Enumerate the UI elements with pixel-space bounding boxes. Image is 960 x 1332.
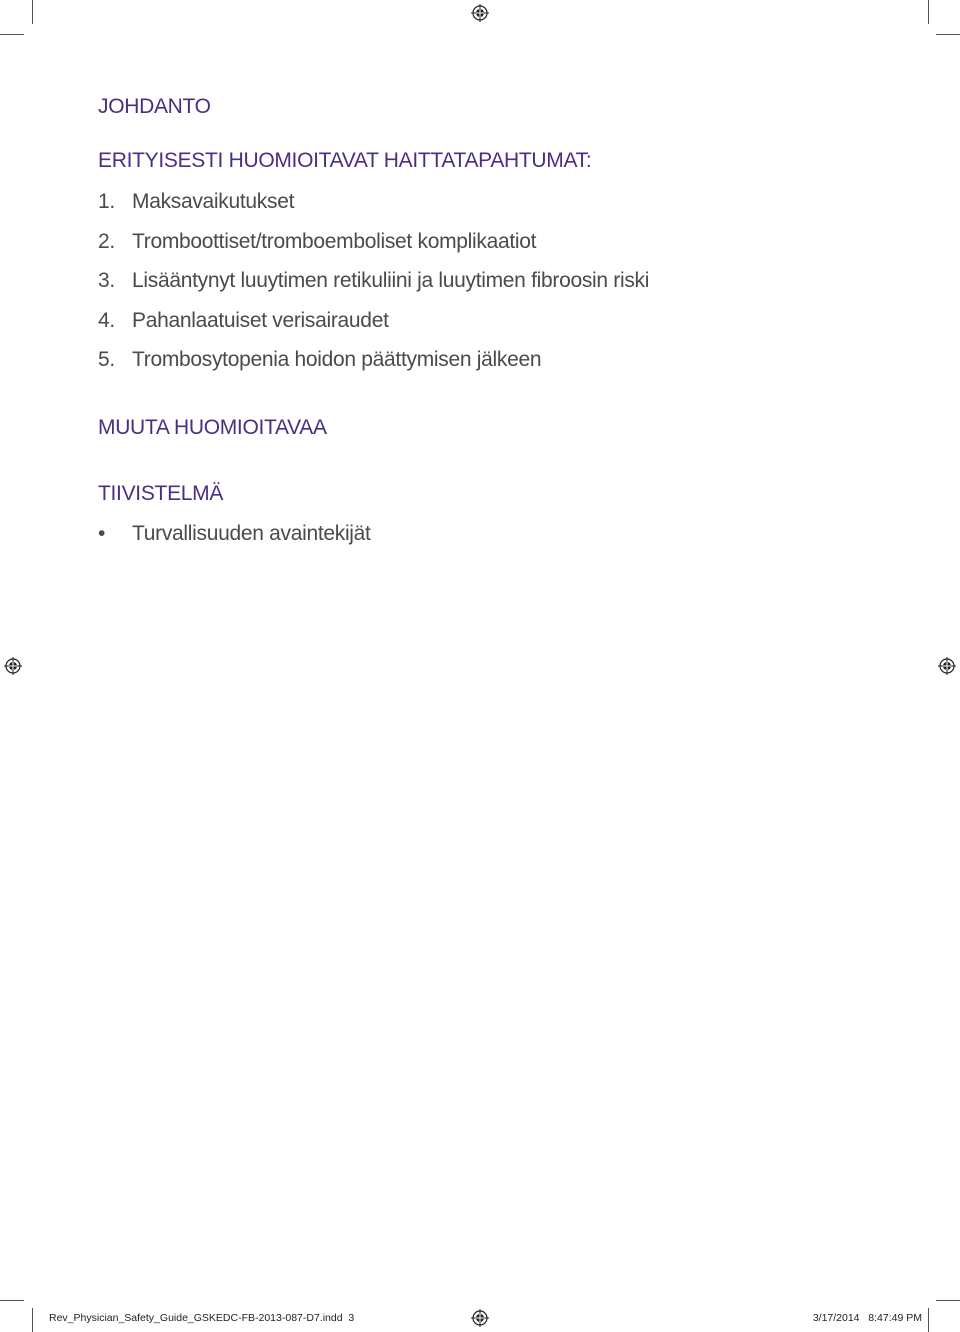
registration-mark-icon	[938, 657, 956, 675]
registration-mark-icon	[4, 657, 22, 675]
list-item-text: Pahanlaatuiset verisairaudet	[132, 309, 389, 332]
bullet-item-text: Turvallisuuden avaintekijät	[132, 522, 371, 545]
registration-mark-icon	[471, 4, 489, 22]
heading-johdanto: JOHDANTO	[98, 95, 211, 118]
list-item-number: 2.	[98, 230, 115, 253]
footer-filename	[49, 1312, 354, 1324]
bullet-icon: •	[98, 522, 106, 545]
footer-time: 8:47:49 PM	[868, 1312, 922, 1324]
crop-mark-top-left-vertical	[32, 0, 33, 24]
registration-mark-icon	[471, 1309, 489, 1327]
heading-erityisesti: ERITYISESTI HUOMIOITAVAT HAITTATAPAHTUMAT:	[98, 149, 592, 172]
list-item-number: 1.	[98, 190, 115, 213]
list-item-text: Trombosytopenia hoidon päättymisen jälkeen	[132, 348, 542, 371]
crop-mark-top-right-vertical	[928, 0, 929, 24]
crop-mark-bottom-right-horizontal	[936, 1300, 960, 1301]
footer-timestamp	[813, 1312, 922, 1324]
crop-mark-top-left-horizontal	[0, 34, 24, 35]
heading-tiivistelma: TIIVISTELMÄ	[98, 482, 224, 505]
footer-page-number: 3	[348, 1312, 355, 1324]
crop-mark-top-right-horizontal	[936, 34, 960, 35]
list-item-number: 3.	[98, 269, 115, 292]
crop-mark-bottom-right-vertical	[928, 1308, 929, 1332]
list-item-number: 5.	[98, 348, 115, 371]
list-item-text: Tromboottiset/tromboemboliset komplikaatiot	[132, 230, 537, 253]
footer-filename-text: Rev_Physician_Safety_Guide_GSKEDC-FB-2013-087-D7.indd	[49, 1312, 343, 1324]
crop-mark-bottom-left-vertical	[32, 1308, 33, 1332]
crop-mark-bottom-left-horizontal	[0, 1300, 24, 1301]
footer-date: 3/17/2014	[812, 1312, 860, 1324]
list-item-text: Maksavaikutukset	[132, 190, 295, 213]
heading-muuta-huomioitavaa: MUUTA HUOMIOITAVAA	[98, 416, 327, 439]
list-item-text: Lisääntynyt luuytimen retikuliini ja luuytimen fibroosin riski	[132, 269, 650, 292]
list-item-number: 4.	[98, 309, 115, 332]
